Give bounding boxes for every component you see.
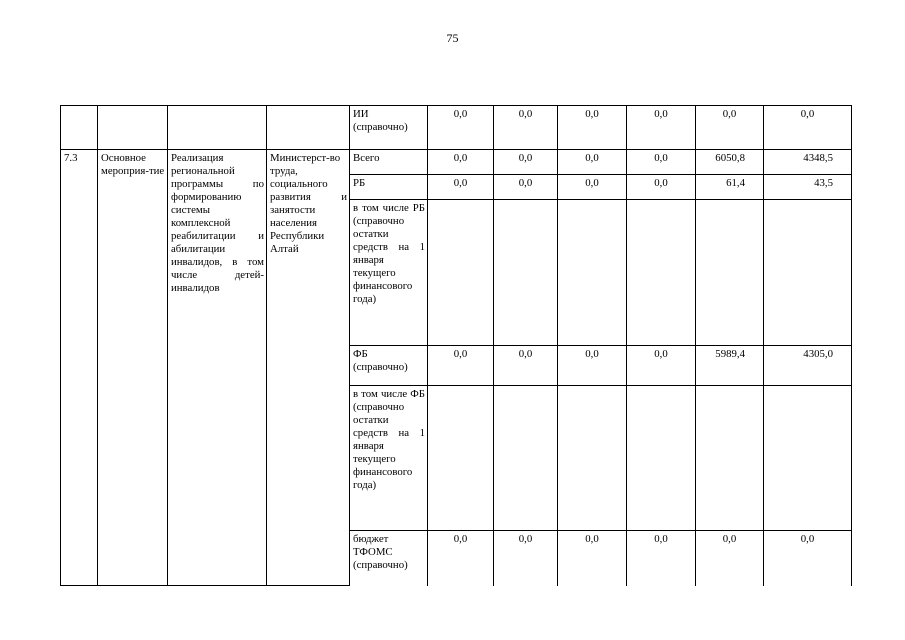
page-number: 75 <box>446 31 459 45</box>
funding-source-cell: ИИ (справочно) <box>350 106 428 150</box>
value-cell <box>428 200 494 346</box>
value-cell: 0,0 <box>627 175 696 200</box>
value-cell <box>696 386 764 531</box>
executor-cell <box>267 106 350 150</box>
value-cell: 0,0 <box>627 150 696 175</box>
value-cell: 0,0 <box>558 150 627 175</box>
value-cell: 0,0 <box>494 175 558 200</box>
funding-source-cell: РБ <box>350 175 428 200</box>
value-cell <box>558 386 627 531</box>
item-number-cell <box>61 106 98 150</box>
value-cell <box>627 200 696 346</box>
value-cell: 0,0 <box>428 346 494 386</box>
value-cell: 0,0 <box>558 346 627 386</box>
value-cell: 0,0 <box>494 150 558 175</box>
value-cell <box>494 386 558 531</box>
funding-source-cell: в том числе РБ (справочно остатки средств на 1 января текущего финансового года) <box>350 200 428 346</box>
value-cell: 0,0 <box>494 346 558 386</box>
item-number-cell: 7.3 <box>61 150 98 586</box>
value-cell <box>428 386 494 531</box>
value-cell: 0,0 <box>494 531 558 586</box>
value-cell: 0,0 <box>627 346 696 386</box>
executor-cell: Министерст-во труда, социального развития и занятости населения Республики Алтай <box>267 150 350 586</box>
value-cell: 0,0 <box>764 531 852 586</box>
value-cell: 43,5 <box>764 175 852 200</box>
value-cell: 6050,8 <box>696 150 764 175</box>
item-type-cell: Основное мероприя-тие <box>98 150 168 586</box>
value-cell: 4348,5 <box>764 150 852 175</box>
value-cell: 0,0 <box>428 150 494 175</box>
value-cell: 0,0 <box>558 175 627 200</box>
value-cell <box>627 386 696 531</box>
value-cell: 61,4 <box>696 175 764 200</box>
funding-source-cell: ФБ (справочно) <box>350 346 428 386</box>
value-cell <box>494 200 558 346</box>
value-cell <box>558 200 627 346</box>
value-cell: 0,0 <box>696 106 764 150</box>
value-cell <box>764 200 852 346</box>
funding-source-cell: Всего <box>350 150 428 175</box>
value-cell: 0,0 <box>428 531 494 586</box>
value-cell: 0,0 <box>764 106 852 150</box>
value-cell: 0,0 <box>627 106 696 150</box>
table-row <box>61 106 852 150</box>
value-cell <box>764 386 852 531</box>
item-name-cell: Реализация региональной программы по формированию системы комплексной реабилитации и абилитации инвалидов, в том числе детей-инвалидов <box>168 150 267 586</box>
value-cell <box>696 200 764 346</box>
value-cell: 0,0 <box>494 106 558 150</box>
value-cell: 4305,0 <box>764 346 852 386</box>
funding-source-cell: бюджет ТФОМС (справочно) <box>350 531 428 586</box>
table-row <box>61 150 852 175</box>
value-cell: 0,0 <box>428 175 494 200</box>
value-cell: 0,0 <box>428 106 494 150</box>
budget-table <box>60 105 852 586</box>
value-cell: 5989,4 <box>696 346 764 386</box>
value-cell: 0,0 <box>696 531 764 586</box>
item-name-cell <box>168 106 267 150</box>
value-cell: 0,0 <box>627 531 696 586</box>
value-cell: 0,0 <box>558 106 627 150</box>
value-cell: 0,0 <box>558 531 627 586</box>
funding-source-cell: в том числе ФБ (справочно остатки средств на 1 января текущего финансового года) <box>350 386 428 531</box>
item-type-cell <box>98 106 168 150</box>
